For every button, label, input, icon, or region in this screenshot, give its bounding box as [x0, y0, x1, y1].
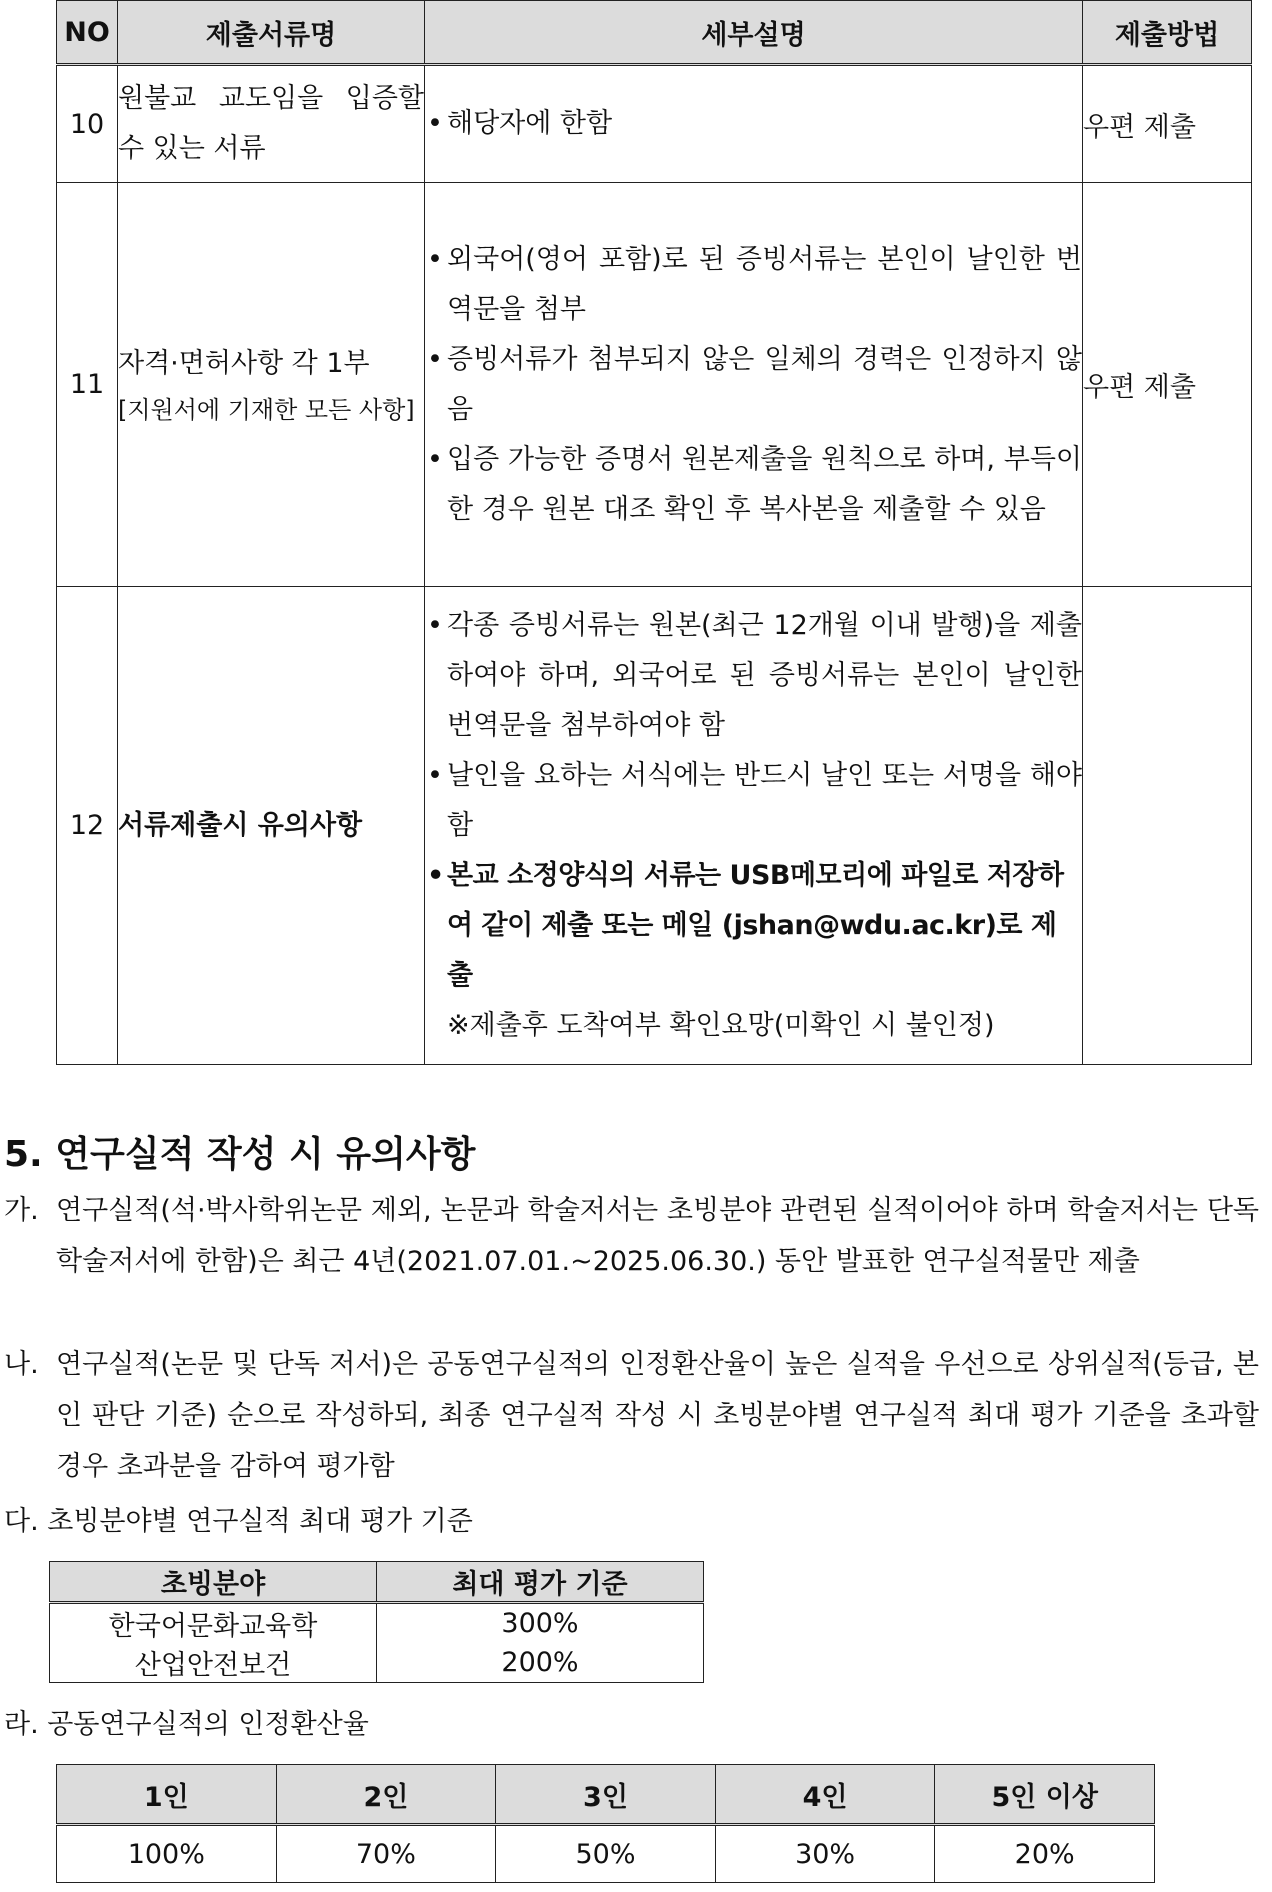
- document-name: 서류제출시 유의사항: [118, 587, 425, 1065]
- rate-value: 20%: [935, 1825, 1155, 1883]
- row-number: 11: [57, 183, 118, 587]
- submission-method: [1083, 587, 1252, 1065]
- item-marker: 나.: [4, 1349, 39, 1380]
- document-name-sub: [지원서에 기재한 모든 사항]: [118, 395, 415, 424]
- header-authors-2: 2인: [276, 1765, 496, 1825]
- header-document-name: 제출서류명: [118, 1, 425, 65]
- header-authors-1: 1인: [57, 1765, 277, 1825]
- submission-documents-table: [56, 0, 1252, 1065]
- details-cell: [425, 587, 1083, 1065]
- header-authors-4: 4인: [715, 1765, 935, 1825]
- section-item-ga: [4, 1185, 1259, 1287]
- table-row: [57, 1825, 1155, 1883]
- detail-note: ※제출후 도착여부 확인요망(미확인 시 불인정): [447, 1009, 995, 1041]
- field-name: 산업안전보건: [50, 1643, 377, 1683]
- document-name: 원불교 교도임을 입증할 수 있는 서류: [118, 65, 425, 183]
- detail-bullet: • 날인을 요하는 서식에는 반드시 날인 또는 서명을 해야 함: [425, 751, 1082, 851]
- item-text: 연구실적(논문 및 단독 저서)은 공동연구실적의 인정환산율이 높은 실적을 우선으로 상위실적(등급, 본인 판단 기준) 순으로 작성하되, 최종 연구실적 작성 시 초빙분야별 연구실적 최대 평가 기준을 초과할 경우 초과분을 감하여 평가함: [56, 1349, 1259, 1482]
- section-item-na: [4, 1339, 1259, 1492]
- table-row: [50, 1603, 704, 1644]
- table-row: [50, 1643, 704, 1683]
- row-number: 10: [57, 65, 118, 183]
- detail-bullet: • 입증 가능한 증명서 원본제출을 원칙으로 하며, 부득이한 경우 원본 대조 확인 후 복사본을 제출할 수 있음: [425, 435, 1082, 535]
- field-max: 300%: [377, 1603, 704, 1644]
- field-max-criteria-table: [49, 1561, 704, 1683]
- table-header-row: [57, 1765, 1155, 1825]
- section-title: 5. 연구실적 작성 시 유의사항: [4, 1134, 476, 1175]
- detail-bullet: • 외국어(영어 포함)로 된 증빙서류는 본인이 날인한 번역문을 첨부: [425, 235, 1082, 335]
- details-cell: [425, 183, 1083, 587]
- submission-method: 우편 제출: [1083, 65, 1252, 183]
- header-authors-5plus: 5인 이상: [935, 1765, 1155, 1825]
- field-max: 200%: [377, 1643, 704, 1683]
- table-row: [57, 183, 1252, 587]
- document-name: 자격·면허사항 각 1부: [118, 347, 370, 379]
- conversion-rate-table: [56, 1764, 1155, 1883]
- rate-value: 30%: [715, 1825, 935, 1883]
- detail-bullet: • 해당자에 한함: [425, 99, 1082, 149]
- header-method: 제출방법: [1083, 1, 1252, 65]
- detail-bullet: • 증빙서류가 첨부되지 않은 일체의 경력은 인정하지 않음: [425, 335, 1082, 435]
- rate-value: 100%: [57, 1825, 277, 1883]
- document-name-cell: [118, 183, 425, 587]
- table-header-row: [50, 1562, 704, 1603]
- rate-value: 70%: [276, 1825, 496, 1883]
- section-item-da: 다. 초빙분야별 연구실적 최대 평가 기준: [4, 1506, 473, 1537]
- submission-method: 우편 제출: [1083, 183, 1252, 587]
- item-text: 연구실적(석·박사학위논문 제외, 논문과 학술저서는 초빙분야 관련된 실적이어야 하며 학술저서는 단독 학술저서에 한함)은 최근 4년(2021.07.01.~2025.06.30.) 동안 발표한 연구실적물만 제출: [56, 1195, 1259, 1277]
- table-row: [57, 65, 1252, 183]
- detail-bullet: • 각종 증빙서류는 원본(최근 12개월 이내 발행)을 제출하여야 하며, 외국어로 된 증빙서류는 본인이 날인한 번역문을 첨부하여야 함: [425, 601, 1082, 751]
- header-no: NO: [57, 1, 118, 65]
- rate-value: 50%: [496, 1825, 716, 1883]
- field-name: 한국어문화교육학: [50, 1603, 377, 1644]
- header-authors-3: 3인: [496, 1765, 716, 1825]
- item-marker: 가.: [4, 1195, 39, 1226]
- section-item-ra: 라. 공동연구실적의 인정환산율: [4, 1709, 369, 1740]
- detail-bullet-bold: • 본교 소정양식의 서류는 USB메모리에 파일로 저장하여 같이 제출 또는 메일 (jshan@wdu.ac.kr)로 제출: [425, 851, 1082, 1001]
- row-number: 12: [57, 587, 118, 1065]
- table-header-row: [57, 1, 1252, 65]
- header-max-criteria: 최대 평가 기준: [377, 1562, 704, 1603]
- header-details: 세부설명: [425, 1, 1083, 65]
- header-field: 초빙분야: [50, 1562, 377, 1603]
- details-cell: [425, 65, 1083, 183]
- table-row: [57, 587, 1252, 1065]
